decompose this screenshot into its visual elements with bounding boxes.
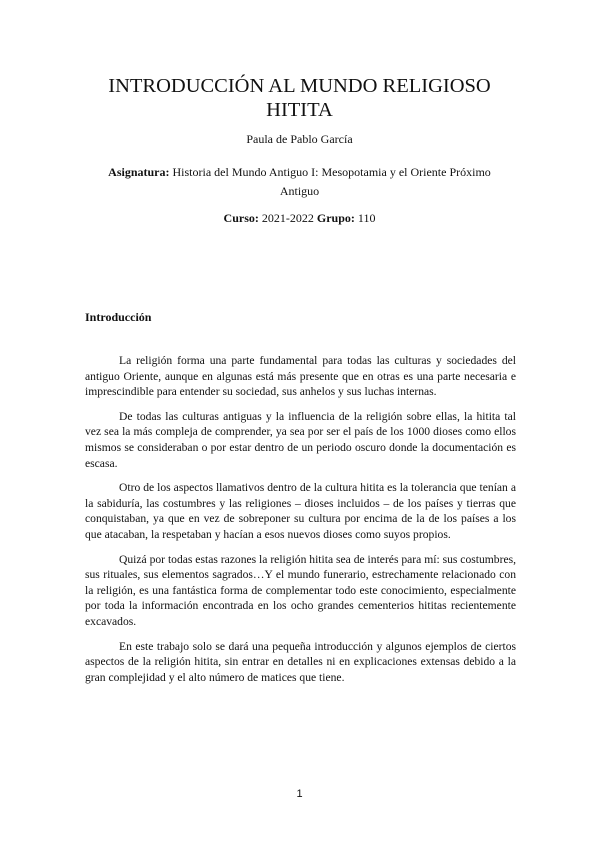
subject-value: Historia del Mundo Antiguo I: Mesopotamia y el Oriente Próximo Antiguo (169, 165, 491, 198)
paragraph: Otro de los aspectos llamativos dentro de la cultura hitita es la tolerancia que tenían a la sabiduría, las costumbres y las religiones – dioses incluidos – de los países y tierras que conquistaban, ya que en vez de sobreponer su cultura por encima de la de los países a los que atacaban, la respetaban y hacían a esos nuevos dioses como suyos propios. (85, 481, 516, 541)
subject-label: Asignatura: (108, 165, 170, 179)
subject-line (95, 163, 504, 201)
title-line-2: HITITA (266, 99, 333, 121)
paragraph: La religión forma una parte fundamental para todas las culturas y sociedades del antiguo Oriente, aunque en algunas está más presente que en otras es una parte necesaria e imprescindible para entender su sociedad, sus anhelos y sus luchas internas. (85, 354, 516, 399)
section-heading: Introducción (85, 310, 152, 324)
course-label: Curso: (223, 211, 259, 225)
author-name: Paula de Pablo García (246, 132, 353, 146)
group-label: Grupo: (316, 211, 355, 225)
document-title (70, 74, 529, 122)
section-body (85, 353, 516, 694)
group-value: 110 (354, 211, 376, 225)
page-number: 1 (296, 788, 303, 800)
paragraph: Quizá por todas estas razones la religión hitita sea de interés para mí: sus costumbres, sus rituales, sus elementos sagrados…Y el mundo funerario, estrechamente relacionado con la religión, es una fantástica forma de complementar todo este conocimiento, especialmente por toda la información encontrada en los ocho grandes cementerios hititas recientemente excavados. (85, 552, 516, 628)
title-line-1: INTRODUCCIÓN AL MUNDO RELIGIOSO (108, 75, 491, 97)
paragraph: En este trabajo solo se dará una pequeña introducción y algunos ejemplos de ciertos aspectos de la religión hitita, sin entrar en detalles ni en explicaciones extensas debido a la gran complejidad y el alto número de matices que tiene. (85, 639, 516, 684)
course-line (70, 210, 529, 226)
course-value: 2021-2022 (258, 211, 317, 225)
paragraph: De todas las culturas antiguas y la influencia de la religión sobre ellas, la hitita tal vez sea la más compleja de comprender, ya sea por ser el país de los 1000 dioses como ellos mismos se consideraban o por estar dentro de un periodo oscuro donde la documentación es escasa. (85, 409, 516, 470)
